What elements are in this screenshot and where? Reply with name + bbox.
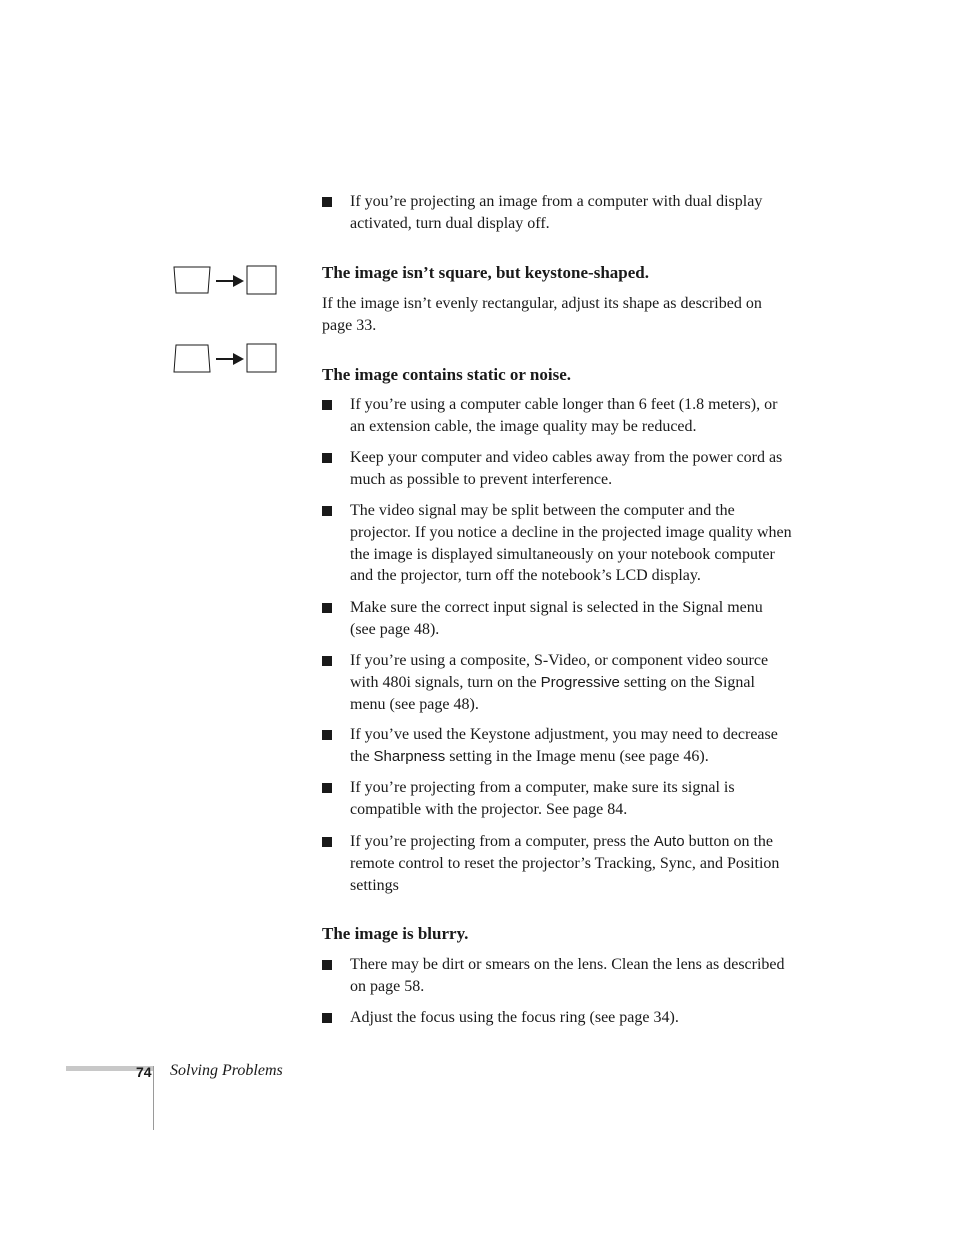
list-item-text: If you’re projecting an image from a computer with dual display activated, turn dual display off. bbox=[350, 193, 763, 232]
text-run: If you’re projecting from a computer, press the bbox=[350, 833, 654, 850]
bullet-icon bbox=[322, 453, 332, 463]
setting-name-progressive: Progressive bbox=[540, 673, 620, 691]
text-run: setting in the Image menu (see page 46). bbox=[445, 747, 709, 765]
bullet-icon bbox=[322, 730, 332, 740]
list-item bbox=[322, 447, 792, 491]
setting-name-sharpness: Sharpness bbox=[373, 747, 446, 765]
keystone-top-correction-icon bbox=[170, 262, 280, 298]
bullet-icon bbox=[322, 1013, 332, 1023]
list-item-text: If you’re projecting from a computer, make sure its signal is compatible with the projector. See page 84. bbox=[350, 779, 735, 818]
bullet-icon bbox=[322, 656, 332, 666]
bullet-icon bbox=[322, 837, 332, 847]
list-item-text: Make sure the correct input signal is selected in the Signal menu (see page 48). bbox=[350, 599, 763, 638]
text-run: setting on the Signal menu (see page 48). bbox=[350, 673, 755, 713]
list-item-text bbox=[350, 724, 792, 768]
list-item-text: If you’re using a computer cable longer than 6 feet (1.8 meters), or an extension cable, the image quality may be reduced. bbox=[350, 396, 778, 435]
bullet-icon bbox=[322, 506, 332, 516]
list-item bbox=[322, 1007, 792, 1029]
list-item bbox=[322, 394, 792, 438]
list-item bbox=[322, 191, 792, 235]
footer-divider bbox=[153, 1066, 154, 1130]
list-item-text bbox=[350, 831, 792, 896]
bullet-icon bbox=[322, 400, 332, 410]
list-item bbox=[322, 777, 792, 821]
keystone-paragraph: If the image isn’t evenly rectangular, adjust its shape as described on page 33. bbox=[322, 295, 762, 334]
text-run: button on the remote control to reset the projector’s Tracking, Sync, and Position settings bbox=[350, 833, 780, 894]
section-heading-blurry: The image is blurry. bbox=[322, 924, 469, 943]
list-item bbox=[322, 724, 792, 768]
list-item bbox=[322, 650, 792, 715]
list-item-text bbox=[350, 650, 792, 715]
list-item-text: Keep your computer and video cables away from the power cord as much as possible to prevent interference. bbox=[350, 449, 783, 488]
bullet-icon bbox=[322, 197, 332, 207]
list-item-text: There may be dirt or smears on the lens. Clean the lens as described on page 58. bbox=[350, 956, 785, 995]
bullet-icon bbox=[322, 960, 332, 970]
list-item bbox=[322, 597, 792, 641]
button-name-auto: Auto bbox=[653, 833, 685, 850]
bullet-icon bbox=[322, 603, 332, 613]
list-item-text: The video signal may be split between the computer and the projector. If you notice a decline in the projected image quality when the image is displayed simultaneously on your notebook computer and the projector, turn off the notebook’s LCD display. bbox=[350, 502, 792, 585]
text-run: If you’re using a composite, S-Video, or component video source with 480i signals, turn on the bbox=[350, 652, 769, 691]
section-heading-noise: The image contains static or noise. bbox=[322, 365, 572, 384]
list-item bbox=[322, 831, 792, 896]
page-number: 74 bbox=[136, 1064, 152, 1080]
text-run: If you’ve used the Keystone adjustment, you may need to decrease the bbox=[350, 726, 778, 765]
list-item bbox=[322, 500, 792, 587]
footer-section-title: Solving Problems bbox=[170, 1062, 283, 1079]
section-heading-keystone: The image isn’t square, but keystone-shaped. bbox=[322, 263, 649, 282]
list-item-text: Adjust the focus using the focus ring (see page 34). bbox=[350, 1009, 679, 1026]
keystone-bottom-correction-icon bbox=[170, 340, 280, 376]
bullet-icon bbox=[322, 783, 332, 793]
list-item bbox=[322, 954, 792, 998]
